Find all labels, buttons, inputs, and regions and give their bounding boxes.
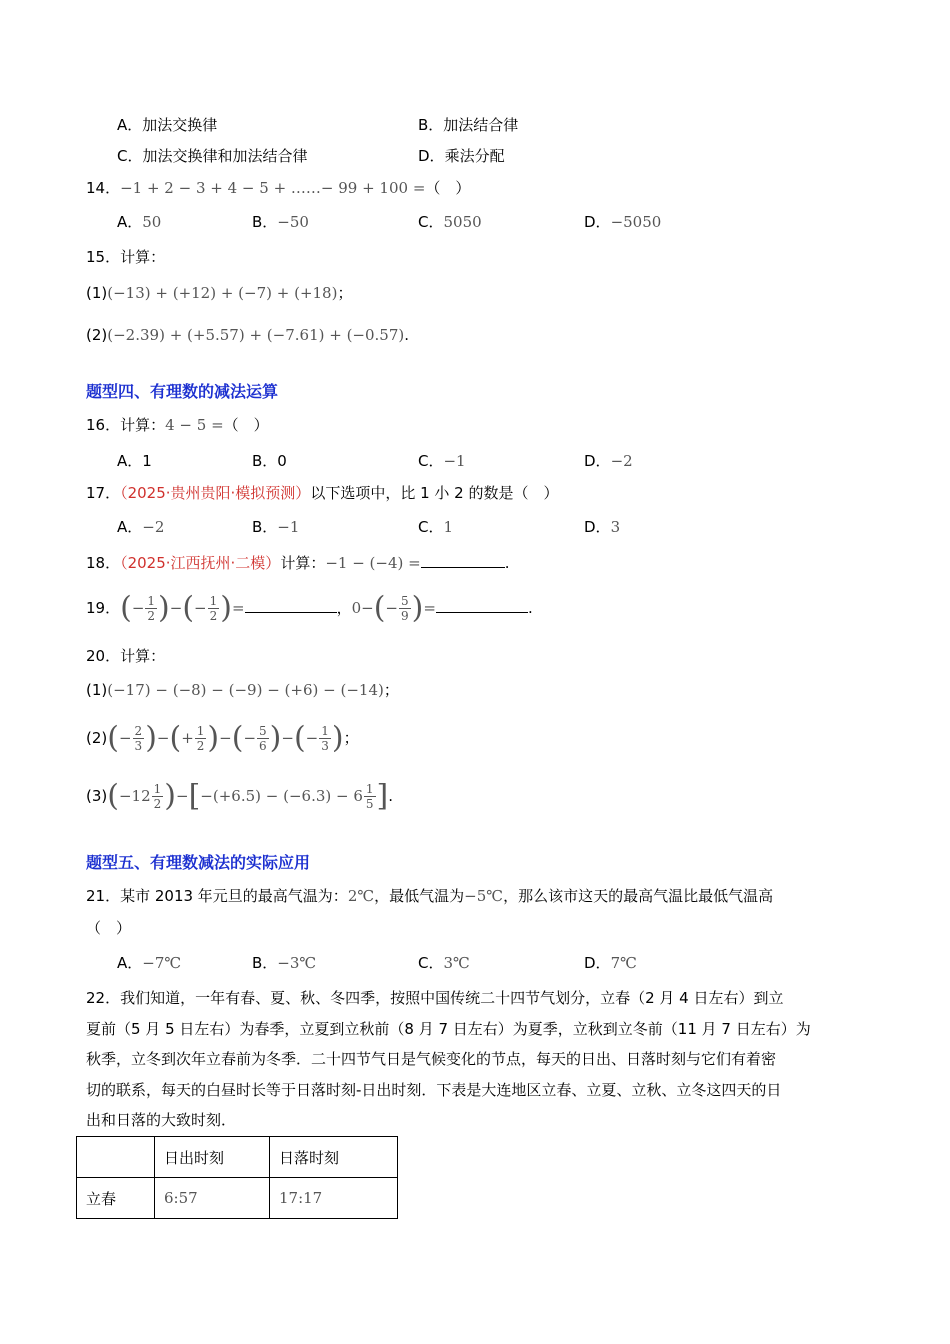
q22-line: 秋季，立冬到次年立春前为冬季．二十四节气日是气候变化的节点，每天的日出、日落时刻与它们有着密 [86, 1050, 777, 1068]
answer-blank[interactable] [421, 553, 505, 568]
q18-stem: 18．（2025·江西抚州·二模）计算：−1 − (−4) = . [86, 554, 510, 572]
q22-line: 出和日落的大致时刻． [86, 1111, 237, 1129]
q16-option-c: C．−1 [418, 452, 466, 470]
table-cell: 17:17 [270, 1178, 398, 1219]
fraction: $\frac{5}{9}$ [401, 594, 409, 623]
q20-stem: 20．计算： [86, 647, 166, 665]
table-row [77, 1178, 398, 1219]
fraction: $\frac{5}{6}$ [259, 724, 267, 753]
fraction: $\frac{1}{3}$ [321, 724, 329, 753]
q14-option-c: C．5050 [418, 213, 482, 231]
section-heading-5: 题型五、有理数减法的实际应用 [86, 853, 311, 872]
q21-option-d: D．7℃ [584, 954, 637, 972]
fraction: $\frac{1}{2}$ [196, 724, 205, 753]
q21-option-a: A．−7℃ [117, 954, 182, 972]
q22-paragraph [86, 983, 866, 1136]
q15-item-2: (2)(−2.39) + (+5.57) + (−7.61) + (−0.57). [86, 326, 410, 344]
q15-item-1: (1)(−13) + (+12) + (−7) + (+18)； [86, 284, 353, 302]
q13-option-c: C．加法交换律和加法结合律 [117, 147, 308, 165]
answer-blank[interactable] [436, 598, 528, 613]
q13-option-d: D．乘法分配 [418, 147, 505, 165]
q22-line: 切的联系，每天的白昼时长等于日落时刻-日出时刻．下表是大连地区立春、立夏、立秋、立冬这四天的日 [86, 1080, 782, 1099]
q21-option-c: C．3℃ [418, 954, 470, 972]
q16-option-a: A．1 [117, 452, 152, 470]
q13-option-a: A．加法交换律 [117, 116, 218, 134]
q20-item-2: (2)(− $\frac{2}{3}$ )−(+ $\frac{1}{2}$ )−(− $\frac{5}{6}$ )−(− $\frac{1}{3}$ )； [86, 720, 359, 756]
q17-source: （2025·贵州贵阳·模拟预测） [120, 484, 311, 502]
q21-option-b: B．−3℃ [252, 954, 317, 972]
q15-stem: 15．计算： [86, 248, 166, 266]
q14-stem: 14．−1 + 2 − 3 + 4 − 5 + ……− 99 + 100 =（ ） [86, 179, 471, 197]
q14-option-b: B．−50 [252, 213, 309, 231]
answer-blank[interactable] [245, 598, 337, 613]
fraction: $\frac{1}{5}$ [365, 782, 374, 811]
table-cell: 立春 [77, 1178, 155, 1219]
sunrise-sunset-table [76, 1136, 398, 1219]
q22-line: 22．我们知道，一年有春、夏、秋、冬四季，按照中国传统二十四节气划分，立春（2 月 4 日左右）到立 [86, 989, 784, 1007]
q18-source: （2025·江西抚州·二模） [120, 554, 281, 572]
q14-expression: −1 + 2 − 3 + 4 − 5 + ……− 99 + 100 = [120, 179, 426, 197]
table-header-cell: 日落时刻 [270, 1137, 398, 1178]
fraction: $\frac{1}{2}$ [209, 594, 218, 623]
q14-option-d: D．−5050 [584, 213, 662, 231]
q16-option-b: B．0 [252, 452, 287, 470]
q16-option-d: D．−2 [584, 452, 633, 470]
q21-paren: （ ） [86, 919, 132, 937]
q20-item-3: (3)(−12 $\frac{1}{2}$ )−[−(+6.5) − (−6.3) − 6 $\frac{1}{5}$ ]. [86, 778, 394, 814]
q17-stem: 17．（2025·贵州贵阳·模拟预测）以下选项中，比 1 小 2 的数是（ ） [86, 484, 559, 502]
q16-stem: 16．计算：4 − 5 =（ ） [86, 416, 269, 434]
fraction: $\frac{1}{2}$ [153, 782, 162, 811]
fraction: $\frac{1}{2}$ [147, 594, 156, 623]
q13-option-b: B．加法结合律 [418, 116, 519, 134]
table-header-cell [77, 1137, 155, 1178]
q20-item-1: (1)(−17) − (−8) − (−9) − (+6) − (−14)； [86, 681, 399, 699]
q17-option-b: B．−1 [252, 518, 300, 536]
q17-option-c: C．1 [418, 518, 454, 536]
table-cell: 6:57 [155, 1178, 270, 1219]
q14-option-a: A．50 [117, 213, 162, 231]
q21-stem: 21．某市 2013 年元旦的最高气温为：2℃，最低气温为−5℃，那么该市这天的最高气温比最低气温高 [86, 887, 774, 905]
q22-line: 夏前（5 月 5 日左右）为春季，立夏到立秋前（8 月 7 日左右）为夏季，立秋到立冬前（11 月 7 日左右）为 [86, 1019, 811, 1038]
q17-option-a: A．−2 [117, 518, 165, 536]
table-header-cell: 日出时刻 [155, 1137, 270, 1178]
fraction: $\frac{2}{3}$ [134, 724, 143, 753]
q19-stem: 19．(− $\frac{1}{2}$ )−(− $\frac{1}{2}$ )= ，0−(− $\frac{5}{9}$ )= . [86, 590, 533, 626]
table-header-row [77, 1137, 398, 1178]
section-heading-4: 题型四、有理数的减法运算 [86, 382, 279, 401]
q17-option-d: D．3 [584, 518, 621, 536]
